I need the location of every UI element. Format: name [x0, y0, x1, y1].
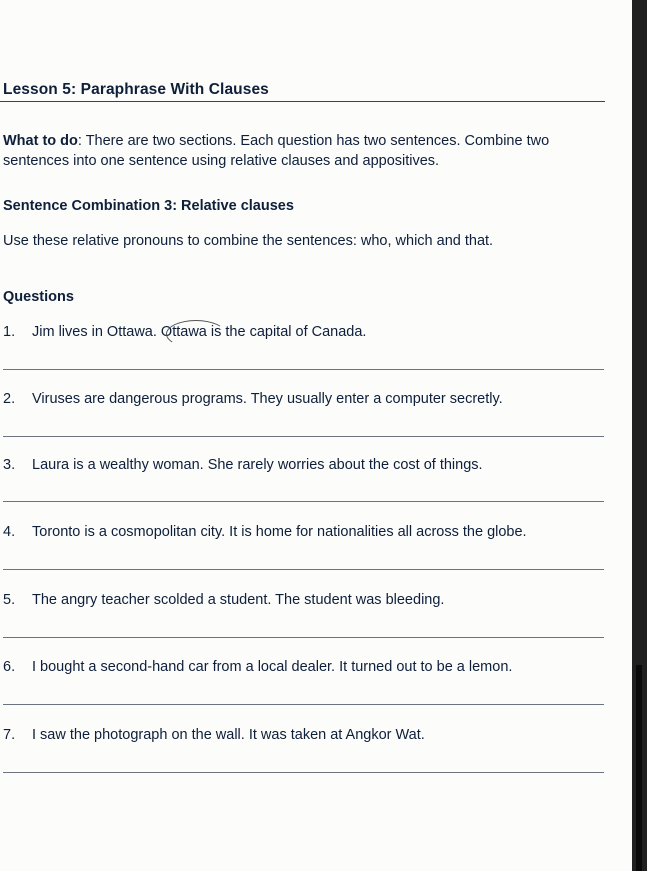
question-text: Viruses are dangerous programs. They usually enter a computer secretly.	[32, 391, 503, 407]
pen-circle-mark	[166, 320, 226, 348]
questions-heading: Questions	[3, 289, 74, 305]
question-number: 5.	[3, 592, 16, 608]
question-number: 1.	[3, 324, 16, 340]
instructions-label: What to do	[3, 133, 78, 149]
lesson-title: Lesson 5: Paraphrase With Clauses	[3, 81, 269, 98]
question-text: I saw the photograph on the wall. It was taken at Angkor Wat.	[32, 727, 425, 743]
question-7	[3, 727, 425, 743]
answer-line-1[interactable]	[3, 369, 604, 370]
question-text: Toronto is a cosmopolitan city. It is home for nationalities all across the globe.	[32, 524, 527, 540]
question-3	[3, 457, 483, 473]
section-instruction: Use these relative pronouns to combine the sentences: who, which and that.	[3, 233, 494, 249]
question-6	[3, 659, 512, 675]
question-number: 6.	[3, 659, 16, 675]
scrollbar-strip	[636, 665, 642, 871]
question-text: The angry teacher scolded a student. The student was bleeding.	[32, 592, 445, 608]
instructions	[3, 131, 603, 171]
answer-line-2[interactable]	[3, 436, 604, 437]
answer-line-3[interactable]	[3, 501, 604, 502]
answer-line-5[interactable]	[3, 637, 604, 638]
question-text: Laura is a wealthy woman. She rarely worries about the cost of things.	[32, 457, 483, 473]
answer-line-6[interactable]	[3, 704, 604, 705]
question-4	[3, 524, 527, 540]
question-text: Jim lives in Ottawa. Ottawa is the capital of Canada.	[32, 324, 367, 340]
instructions-text: : There are two sections. Each question has two sentences. Combine two sentences into one sentence using relative clauses and appositives.	[3, 133, 550, 169]
answer-line-7[interactable]	[3, 772, 604, 773]
question-number: 4.	[3, 524, 16, 540]
question-5	[3, 592, 444, 608]
question-number: 7.	[3, 727, 16, 743]
answer-line-4[interactable]	[3, 569, 604, 570]
question-number: 3.	[3, 457, 16, 473]
title-underline	[0, 101, 605, 102]
question-text: I bought a second-hand car from a local dealer. It turned out to be a lemon.	[32, 659, 513, 675]
question-number: 2.	[3, 391, 16, 407]
section-heading: Sentence Combination 3: Relative clauses	[3, 198, 294, 214]
question-2	[3, 391, 503, 407]
